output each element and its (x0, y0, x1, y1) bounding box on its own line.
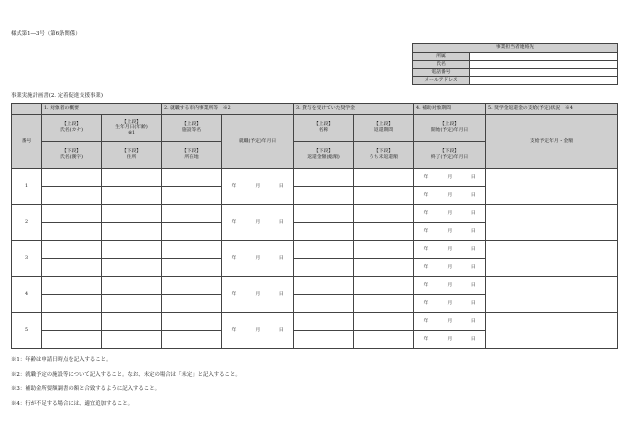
subsidy-start-month: 月 (447, 246, 453, 252)
cell-payment[interactable] (486, 241, 618, 277)
employment-date-day: 日 (278, 183, 284, 189)
subsidy-end-day: 日 (470, 300, 476, 306)
header-name-upper: 【上段】 氏名(カナ) (42, 115, 102, 142)
cell-name-kana[interactable] (42, 169, 102, 187)
subsidy-start-day: 日 (470, 246, 476, 252)
header-sch-name-lower: 【下段】 返還金額(総額) (294, 142, 354, 169)
row-number: 2 (12, 205, 42, 241)
cell-employment-date[interactable] (222, 205, 294, 241)
contact-header: 事業担当者連絡先 (413, 44, 618, 53)
subsidy-end-month: 月 (447, 264, 453, 270)
cell-scholarship-name[interactable] (294, 277, 354, 295)
subsidy-start-year: 年 (423, 210, 429, 216)
cell-subsidy-start[interactable] (414, 205, 486, 223)
header-sch-period-upper: 【上段】 返還期間 (354, 115, 414, 142)
header-employment-date: 就職(予定)年月日 (222, 115, 294, 169)
cell-birthdate[interactable] (102, 313, 162, 331)
cell-subsidy-end[interactable] (414, 223, 486, 241)
cell-office-name[interactable] (162, 205, 222, 223)
cell-office-address[interactable] (162, 187, 222, 205)
group-applicant-overview: 1. 対象者の概要 (42, 104, 162, 115)
cell-repayment-period[interactable] (354, 169, 414, 187)
employment-date-year: 年 (231, 327, 237, 333)
row-number: 5 (12, 313, 42, 349)
employment-date-day: 日 (278, 219, 284, 225)
cell-payment[interactable] (486, 277, 618, 313)
subsidy-start-month: 月 (447, 318, 453, 324)
cell-name-kana[interactable] (42, 241, 102, 259)
cell-name-kanji[interactable] (42, 259, 102, 277)
group-employer: 2. 就職する市内事業所等 ※2 (162, 104, 294, 115)
cell-employment-date[interactable] (222, 241, 294, 277)
contact-table (412, 43, 618, 85)
cell-office-address[interactable] (162, 223, 222, 241)
subsidy-start-month: 月 (447, 282, 453, 288)
cell-birthdate[interactable] (102, 277, 162, 295)
cell-address[interactable] (102, 223, 162, 241)
cell-address[interactable] (102, 259, 162, 277)
cell-office-name[interactable] (162, 241, 222, 259)
header-payment: 支給予定年月・金額 (486, 115, 618, 169)
cell-subsidy-end[interactable] (414, 187, 486, 205)
cell-repayment-total[interactable] (294, 259, 354, 277)
contact-input-name[interactable] (470, 61, 618, 69)
cell-scholarship-name[interactable] (294, 169, 354, 187)
cell-subsidy-start[interactable] (414, 277, 486, 295)
employment-date-month: 月 (255, 183, 261, 189)
cell-unpaid-amount[interactable] (354, 259, 414, 277)
subsidy-start-day: 日 (470, 210, 476, 216)
group-subsidy-period: 4. 補助対象期間 (414, 104, 486, 115)
subsidy-start-day: 日 (470, 318, 476, 324)
cell-birthdate[interactable] (102, 205, 162, 223)
cell-name-kanji[interactable] (42, 295, 102, 313)
cell-employment-date[interactable] (222, 169, 294, 205)
contact-label-email: メールアドレス (413, 77, 470, 85)
cell-unpaid-amount[interactable] (354, 187, 414, 205)
subsidy-end-month: 月 (447, 336, 453, 342)
plan-row-upper (12, 241, 618, 259)
group-payment-status: 5. 奨学金返還金の支給(予定)状況 ※4 (486, 104, 618, 115)
subsidy-end-year: 年 (423, 264, 429, 270)
contact-label-affiliation: 所属 (413, 53, 470, 61)
employment-date-year: 年 (231, 291, 237, 297)
plan-row-upper (12, 205, 618, 223)
cell-subsidy-start[interactable] (414, 169, 486, 187)
header-office-upper: 【上段】 施設等名 (162, 115, 222, 142)
note-4: ※4：行が不足する場合には、適宜追加すること。 (11, 401, 134, 407)
plan-title: 事業実施計画書(2. 定着促進支援事業) (11, 93, 103, 99)
cell-repayment-period[interactable] (354, 205, 414, 223)
subsidy-end-year: 年 (423, 336, 429, 342)
cell-birthdate[interactable] (102, 169, 162, 187)
header-birth-upper: 【上段】 生年月日(年齢) ※1 (102, 115, 162, 142)
cell-name-kana[interactable] (42, 313, 102, 331)
cell-address[interactable] (102, 331, 162, 349)
subsidy-end-month: 月 (447, 300, 453, 306)
row-number: 4 (12, 277, 42, 313)
cell-unpaid-amount[interactable] (354, 331, 414, 349)
note-3: ※3：補助金所要額調書の額と合致するように記入すること。 (11, 386, 160, 392)
cell-name-kana[interactable] (42, 277, 102, 295)
cell-subsidy-end[interactable] (414, 295, 486, 313)
subsidy-end-month: 月 (447, 228, 453, 234)
cell-repayment-total[interactable] (294, 331, 354, 349)
plan-table (11, 103, 618, 349)
note-1: ※1：年齢は申請日時点を記入すること。 (11, 357, 112, 363)
subsidy-end-year: 年 (423, 192, 429, 198)
plan-row-upper (12, 313, 618, 331)
subsidy-start-month: 月 (447, 174, 453, 180)
subsidy-start-day: 日 (470, 174, 476, 180)
contact-input-phone[interactable] (470, 69, 618, 77)
cell-subsidy-start[interactable] (414, 313, 486, 331)
cell-repayment-period[interactable] (354, 313, 414, 331)
header-office-lower: 【下段】 所在地 (162, 142, 222, 169)
subsidy-end-year: 年 (423, 228, 429, 234)
subsidy-start-year: 年 (423, 174, 429, 180)
plan-row-upper (12, 277, 618, 295)
header-sch-period-lower: 【下段】 うち未返還額 (354, 142, 414, 169)
subsidy-end-day: 日 (470, 228, 476, 234)
cell-scholarship-name[interactable] (294, 205, 354, 223)
row-number: 1 (12, 169, 42, 205)
employment-date-month: 月 (255, 255, 261, 261)
cell-name-kana[interactable] (42, 205, 102, 223)
cell-employment-date[interactable] (222, 277, 294, 313)
form-number: 様式第1―3号（第6条関係） (11, 31, 81, 37)
contact-label-phone: 電話番号 (413, 69, 470, 77)
cell-repayment-total[interactable] (294, 295, 354, 313)
header-birth-lower: 【下段】 住所 (102, 142, 162, 169)
row-number: 3 (12, 241, 42, 277)
cell-payment[interactable] (486, 313, 618, 349)
contact-label-name: 氏名 (413, 61, 470, 69)
cell-scholarship-name[interactable] (294, 241, 354, 259)
employment-date-month: 月 (255, 327, 261, 333)
employment-date-day: 日 (278, 255, 284, 261)
subsidy-end-day: 日 (470, 192, 476, 198)
employment-date-day: 日 (278, 291, 284, 297)
cell-name-kanji[interactable] (42, 331, 102, 349)
subsidy-end-year: 年 (423, 300, 429, 306)
cell-office-address[interactable] (162, 295, 222, 313)
subsidy-end-day: 日 (470, 336, 476, 342)
group-scholarship: 3. 貸与を受けていた奨学金 (294, 104, 414, 115)
cell-employment-date[interactable] (222, 313, 294, 349)
employment-date-month: 月 (255, 291, 261, 297)
employment-date-day: 日 (278, 327, 284, 333)
cell-office-address[interactable] (162, 259, 222, 277)
cell-subsidy-end[interactable] (414, 259, 486, 277)
cell-payment[interactable] (486, 169, 618, 205)
cell-unpaid-amount[interactable] (354, 295, 414, 313)
subsidy-start-year: 年 (423, 246, 429, 252)
cell-address[interactable] (102, 187, 162, 205)
cell-payment[interactable] (486, 205, 618, 241)
cell-unpaid-amount[interactable] (354, 223, 414, 241)
cell-repayment-period[interactable] (354, 241, 414, 259)
cell-office-name[interactable] (162, 313, 222, 331)
cell-subsidy-start[interactable] (414, 241, 486, 259)
cell-office-address[interactable] (162, 331, 222, 349)
cell-office-name[interactable] (162, 169, 222, 187)
cell-birthdate[interactable] (102, 241, 162, 259)
cell-repayment-total[interactable] (294, 223, 354, 241)
cell-repayment-period[interactable] (354, 277, 414, 295)
header-sch-name-upper: 【上段】 名称 (294, 115, 354, 142)
subsidy-start-day: 日 (470, 282, 476, 288)
header-subsidy-upper: 【上段】 開始(予定)年月日 (414, 115, 486, 142)
subsidy-start-month: 月 (447, 210, 453, 216)
subsidy-start-year: 年 (423, 318, 429, 324)
employment-date-year: 年 (231, 255, 237, 261)
cell-name-kanji[interactable] (42, 223, 102, 241)
cell-subsidy-end[interactable] (414, 331, 486, 349)
employment-date-month: 月 (255, 219, 261, 225)
plan-row-upper (12, 169, 618, 187)
employment-date-year: 年 (231, 183, 237, 189)
subsidy-start-year: 年 (423, 282, 429, 288)
contact-input-affiliation[interactable] (470, 53, 618, 61)
cell-scholarship-name[interactable] (294, 313, 354, 331)
subsidy-end-month: 月 (447, 192, 453, 198)
contact-input-email[interactable] (470, 77, 618, 85)
cell-name-kanji[interactable] (42, 187, 102, 205)
header-number: 番号 (12, 115, 42, 169)
cell-address[interactable] (102, 295, 162, 313)
header-name-lower: 【下段】 氏名(漢字) (42, 142, 102, 169)
header-subsidy-lower: 【下段】 終了(予定)年月日 (414, 142, 486, 169)
cell-office-name[interactable] (162, 277, 222, 295)
employment-date-year: 年 (231, 219, 237, 225)
cell-repayment-total[interactable] (294, 187, 354, 205)
subsidy-end-day: 日 (470, 264, 476, 270)
note-2: ※2：就職予定の施設等について記入すること。なお、未定の場合は「未定」と記入すること。 (11, 372, 241, 378)
